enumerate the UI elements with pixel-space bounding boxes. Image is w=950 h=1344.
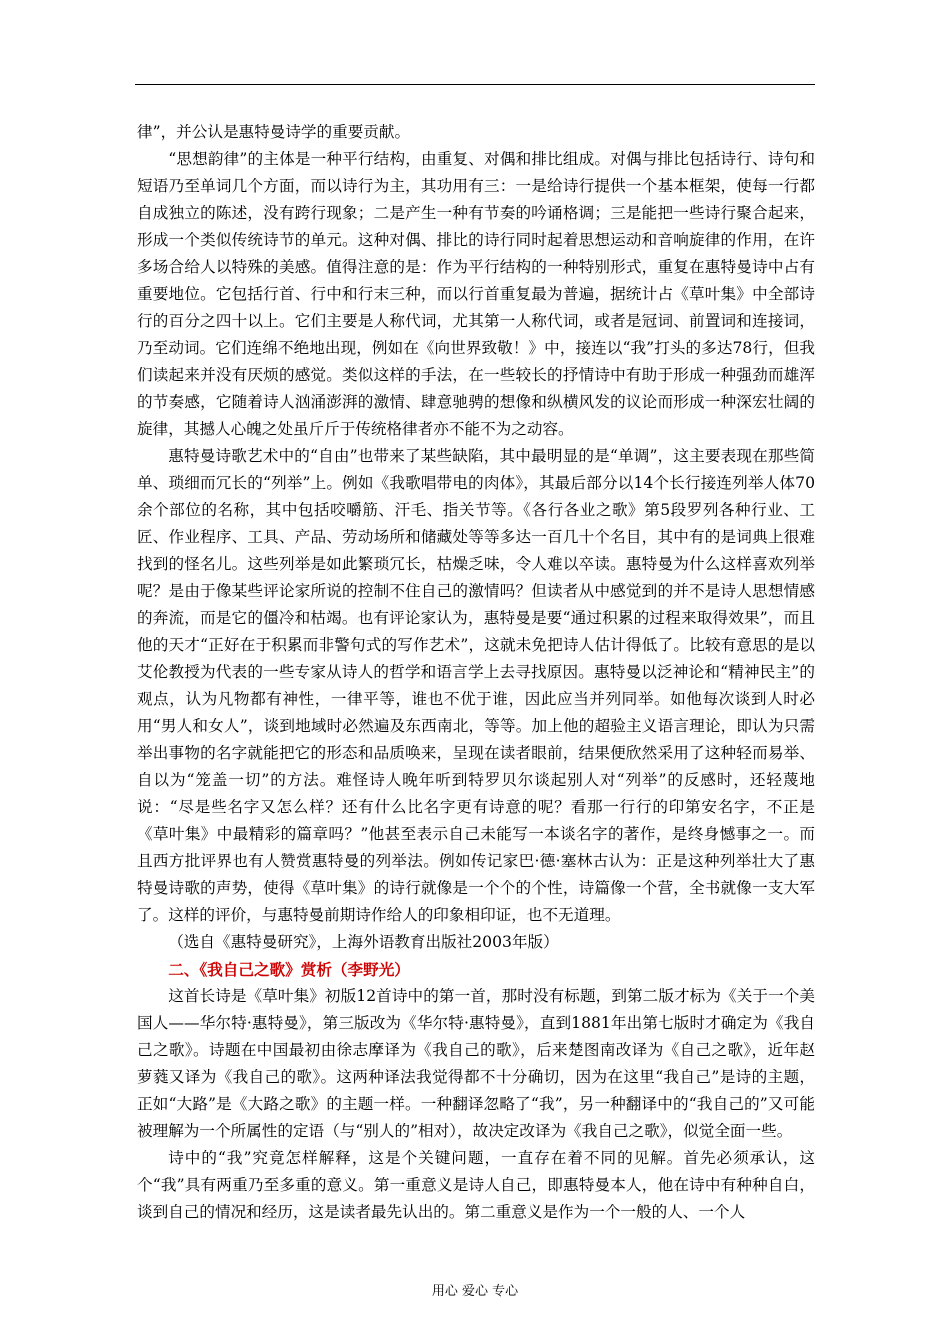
paragraph-title-history: 这首长诗是《草叶集》初版12首诗中的第一首，那时没有标题，到第二版才标为《关于一个美国人——华尔特·惠特曼》，第三版改为《华尔特·惠特曼》，直到1881年出第七版时才确定为《我自己之歌》。诗题在中国最初由徐志摩译为《我自己的歌》，后来楚图南改译为《自己之歌》，近年赵萝蕤又译为《我自己的歌》。这两种译法我觉得都不十分确切，因为在这里“我自己”是诗的主题，正如“大路”是《大路之歌》的主题一样。一种翻译忽略了“我”，另一种翻译中的“我自己的”又可能被理解为一个所属性的定语（与“别人的”相对），故决定改译为《我自己之歌》，似觉全面一些。 [137, 987, 815, 1140]
paragraph-meaning-of-i: 诗中的“我”究竟怎样解释，这是个关键问题，一直存在着不同的见解。首先必须承认，这个“我”具有两重乃至多重的意义。第一重意义是诗人自己，即惠特曼本人，他在诗中有种种自白，谈到自己的情况和经历，这是读者最先认出的。第二重意义是作为一个一般的人、一个人 [137, 1149, 815, 1221]
document-body [137, 119, 815, 1226]
header-rule [135, 84, 815, 85]
section-heading: 二、《我自己之歌》赏析（李野光） [168, 960, 410, 979]
page-footer: 用心 爱心 专心 [431, 1284, 519, 1299]
paragraph-continuation: 律”，并公认是惠特曼诗学的重要贡献。 [137, 123, 411, 141]
paragraph-enumeration: 惠特曼诗歌艺术中的“自由”也带来了某些缺陷，其中最明显的是“单调”，这主要表现在那些简单、琐细而冗长的“列举”上。例如《我歌唱带电的肉体》，其最后部分以14个长行接连列举人体70余个部位的名称，其中包括咬嚼筋、汗毛、指关节等。《各行各业之歌》第5段罗列各种行业、工匠、作业程序、工具、产品、劳动场所和储藏处等等多达一百几十个名目，其中有的是词典上很难找到的怪名儿。这些列举是如此繁琐冗长，枯燥乏味，令人难以卒读。惠特曼为什么这样喜欢列举呢？是由于像某些评论家所说的控制不住自己的激情吗？但读者从中感觉到的并不是诗人思想情感的奔流，而是它的僵冷和枯竭。也有评论家认为，惠特曼是要“通过积累的过程来取得效果”，而且他的天才“正好在于积累而非警句式的写作艺术”，这就未免把诗人估计得低了。比较有意思的是以艾伦教授为代表的一些专家从诗人的哲学和语言学上去寻找原因。惠特曼以泛神论和“精神民主”的观点，认为凡物都有神性，一律平等，谁也不优于谁，因此应当并列同举。如他每次谈到人时必用“男人和女人”，谈到地域时必然遍及东西南北，等等。加上他的超验主义语言理论，即认为只需举出事物的名字就能把它的形态和品质唤来，呈现在读者眼前，结果便欣然采用了这种轻而易举、自以为“笼盖一切”的方法。难怪诗人晚年听到特罗贝尔谈起别人对“列举”的反感时，还轻蔑地说：“尽是些名字又怎么样？还有什么比名字更有诗意的呢？看那一行行的印第安名字，不正是《草叶集》中最精彩的篇章吗？”他甚至表示自己未能写一本谈名字的著作，是终身憾事之一。而且西方批评界也有人赞赏惠特曼的列举法。例如传记家巴·德·塞林古认为：正是这种列举壮大了惠特曼诗歌的声势，使得《草叶集》的诗行就像是一个个的个性，诗篇像一个营，全书就像一支大军了。这样的评价，与惠特曼前期诗作给人的印象相印证，也不无道理。 [137, 447, 815, 924]
paragraph-thought-rhythm: “思想韵律”的主体是一种平行结构，由重复、对偶和排比组成。对偶与排比包括诗行、诗句和短语乃至单词几个方面，而以诗行为主，其功用有三：一是给诗行提供一个基本框架，使每一行都自成独立的陈述，没有跨行现象；二是产生一种有节奏的吟诵格调；三是能把一些诗行聚合起来，形成一个类似传统诗节的单元。这种对偶、排比的诗行同时起着思想运动和音响旋律的作用，在许多场合给人以特殊的美感。值得注意的是：作为平行结构的一种特别形式，重复在惠特曼诗中占有重要地位。它包括行首、行中和行末三种，而以行首重复最为普遍，据统计占《草叶集》中全部诗行的百分之四十以上。它们主要是人称代词，尤其第一人称代词，或者是冠词、前置词和连接词，乃至动词。它们连绵不绝地出现，例如在《向世界致敬！》中，接连以“我”打头的多达78行，但我们读起来并没有厌烦的感觉。类似这样的手法，在一些较长的抒情诗中有助于形成一种强劲而雄浑的节奏感，它随着诗人汹涌澎湃的激情、肆意驰骋的想像和纵横风发的议论而形成一种深宏壮阔的旋律，其撼人心魄之处虽斤斤于传统格律者亦不能不为之动容。 [137, 150, 815, 438]
source-citation: （选自《惠特曼研究》，上海外语教育出版社2003年版） [168, 933, 559, 951]
